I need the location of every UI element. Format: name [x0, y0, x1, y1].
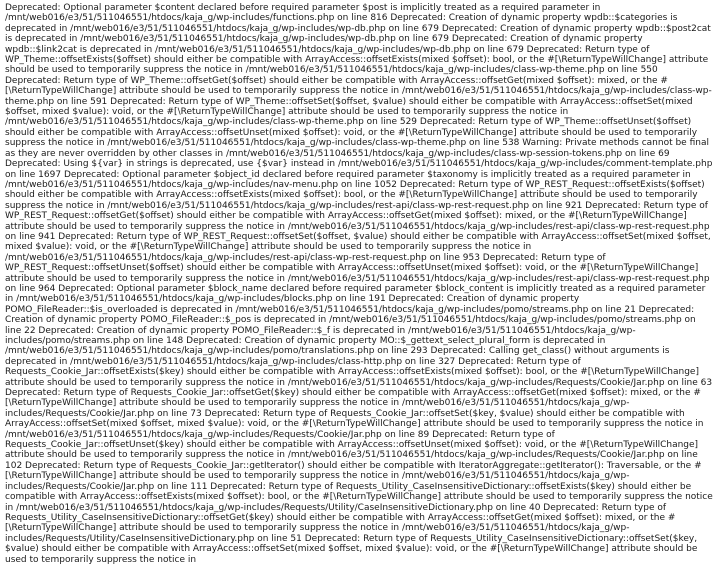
php-deprecation-notices: Deprecated: Optional parameter $content declared before required parameter $post is implicitly treated as a required parameter in /mnt/web016/e3/51/511046551/htdocs/kaja_g/wp-includes/functions.php on line 816 Deprecated: Creation of dynamic property wpdb::$categories is deprecated in /mnt/web016/e3/51/511046551/htdocs/kaja_g/wp-includes/wp-db.php on line 679 Deprecated: Creation of dynamic property wpdb::$post2cat is deprecated in /mnt/web016/e3/51/511046551/htdocs/kaja_g/wp-includes/wp-db.php on line 679 Deprecated: Creation of dynamic property wpdb::$link2cat is deprecated in /mnt/web016/e3/51/511046551/htdocs/kaja_g/wp-includes/wp-db.php on line 679 Deprecated: Return type of WP_Theme::offsetExists($offset) should either be compatible with ArrayAccess::offsetExists(mixed $offset): bool, or the #[\ReturnTypeWillChange] attribute should be used to temporarily suppress the notice in /mnt/web016/e3/51/511046551/htdocs/kaja_g/wp-includes/class-wp-theme.php on line 550 Deprecated: Return type of WP_Theme::offsetGet($offset) should either be compatible with ArrayAccess::offsetGet(mixed $offset): mixed, or the #[\ReturnTypeWillChange] attribute should be used to temporarily suppress the notice in /mnt/web016/e3/51/511046551/htdocs/kaja_g/wp-includes/class-wp-theme.php on line 591 Deprecated: Return type of WP_Theme::offsetSet($offset, $value) should either be compatible with ArrayAccess::offsetSet(mixed $offset, mixed $value): void, or the #[\ReturnTypeWillChange] attribute should be used to temporarily suppress the notice in /mnt/web016/e3/51/511046551/htdocs/kaja_g/wp-includes/class-wp-theme.php on line 529 Deprecated: Return type of WP_Theme::offsetUnset($offset) should either be compatible with ArrayAccess::offsetUnset(mixed $offset): void, or the #[\ReturnTypeWillChange] attribute should be used to temporarily suppress the notice in /mnt/web016/e3/51/511046551/htdocs/kaja_g/wp-includes/class-wp-theme.php on line 538 Warning: Private methods cannot be final as they are never overridden by other classes in /mnt/web016/e3/51/511046551/htdocs/kaja_g/wp-includes/class-wp-session-tokens.php on line 69 Deprecated: Using ${var} in strings is deprecated, use {$var} instead in /mnt/web016/e3/51/511046551/htdocs/kaja_g/wp-includes/comment-template.php on line 1697 Deprecated: Optional parameter $object_id declared before required parameter $taxonomy is implicitly treated as a required parameter in /mnt/web016/e3/51/511046551/htdocs/kaja_g/wp-includes/nav-menu.php on line 1052 Deprecated: Return type of WP_REST_Request::offsetExists($offset) should either be compatible with ArrayAccess::offsetExists(mixed $offset): bool, or the #[\ReturnTypeWillChange] attribute should be used to temporarily suppress the notice in /mnt/web016/e3/51/511046551/htdocs/kaja_g/wp-includes/rest-api/class-wp-rest-request.php on line 921 Deprecated: Return type of WP_REST_Request::offsetGet($offset) should either be compatible with ArrayAccess::offsetGet(mixed $offset): mixed, or the #[\ReturnTypeWillChange] attribute should be used to temporarily suppress the notice in /mnt/web016/e3/51/511046551/htdocs/kaja_g/wp-includes/rest-api/class-wp-rest-request.php on line 941 Deprecated: Return type of WP_REST_Request::offsetSet($offset, $value) should either be compatible with ArrayAccess::offsetSet(mixed $offset, mixed $value): void, or the #[\ReturnTypeWillChange] attribute should be used to temporarily suppress the notice in /mnt/web016/e3/51/511046551/htdocs/kaja_g/wp-includes/rest-api/class-wp-rest-request.php on line 953 Deprecated: Return type of WP_REST_Request::offsetUnset($offset) should either be compatible with ArrayAccess::offsetUnset(mixed $offset): void, or the #[\ReturnTypeWillChange] attribute should be used to temporarily suppress the notice in /mnt/web016/e3/51/511046551/htdocs/kaja_g/wp-includes/rest-api/class-wp-rest-request.php on line 964 Deprecated: Optional parameter $block_name declared before required parameter $block_content is implicitly treated as a required parameter in /mnt/web016/e3/51/511046551/htdocs/kaja_g/wp-includes/blocks.php on line 191 Deprecated: Creation of dynamic property POMO_FileReader::$is_overloaded is deprecated in /mnt/web016/e3/51/511046551/htdocs/kaja_g/wp-includes/pomo/streams.php on line 21 Deprecated: Creation of dynamic property POMO_FileReader::$_pos is deprecated in /mnt/web016/e3/51/511046551/htdocs/kaja_g/wp-includes/pomo/streams.php on line 22 Deprecated: Creation of dynamic property POMO_FileReader::$_f is deprecated in /mnt/web016/e3/51/511046551/htdocs/kaja_g/wp-includes/pomo/streams.php on line 148 Deprecated: Creation of dynamic property MO::$_gettext_select_plural_form is deprecated in /mnt/web016/e3/51/511046551/htdocs/kaja_g/wp-includes/pomo/translations.php on line 293 Deprecated: Calling get_class() without arguments is deprecated in /mnt/web016/e3/51/511046551/htdocs/kaja_g/wp-includes/class-http.php on line 327 Deprecated: Return type of Requests_Cookie_Jar::offsetExists($key) should either be compatible with ArrayAccess::offsetExists(mixed $offset): bool, or the #[\ReturnTypeWillChange] attribute should be used to temporarily suppress the notice in /mnt/web016/e3/51/511046551/htdocs/kaja_g/wp-includes/Requests/Cookie/Jar.php on line 63 Deprecated: Return type of Requests_Cookie_Jar::offsetGet($key) should either be compatible with ArrayAccess::offsetGet(mixed $offset): mixed, or the #[\ReturnTypeWillChange] attribute should be used to temporarily suppress the notice in /mnt/web016/e3/51/511046551/htdocs/kaja_g/wp-includes/Requests/Cookie/Jar.php on line 73 Deprecated: Return type of Requests_Cookie_Jar::offsetSet($key, $value) should either be compatible with ArrayAccess::offsetSet(mixed $offset, mixed $value): void, or the #[\ReturnTypeWillChange] attribute should be used to temporarily suppress the notice in /mnt/web016/e3/51/511046551/htdocs/kaja_g/wp-includes/Requests/Cookie/Jar.php on line 89 Deprecated: Return type of Requests_Cookie_Jar::offsetUnset($key) should either be compatible with ArrayAccess::offsetUnset(mixed $offset): void, or the #[\ReturnTypeWillChange] attribute should be used to temporarily suppress the notice in /mnt/web016/e3/51/511046551/htdocs/kaja_g/wp-includes/Requests/Cookie/Jar.php on line 102 Deprecated: Return type of Requests_Cookie_Jar::getIterator() should either be compatible with IteratorAggregate::getIterator(): Traversable, or the #[\ReturnTypeWillChange] attribute should be used to temporarily suppress the notice in /mnt/web016/e3/51/511046551/htdocs/kaja_g/wp-includes/Requests/Cookie/Jar.php on line 111 Deprecated: Return type of Requests_Utility_CaseInsensitiveDictionary::offsetExists($key) should either be compatible with ArrayAccess::offsetExists(mixed $offset): bool, or the #[\ReturnTypeWillChange] attribute should be used to temporarily suppress the notice in /mnt/web016/e3/51/511046551/htdocs/kaja_g/wp-includes/Requests/Utility/CaseInsensitiveDictionary.php on line 40 Deprecated: Return type of Requests_Utility_CaseInsensitiveDictionary::offsetGet($key) should either be compatible with ArrayAccess::offsetGet(mixed $offset): mixed, or the #[\ReturnTypeWillChange] attribute should be used to temporarily suppress the notice in /mnt/web016/e3/51/511046551/htdocs/kaja_g/wp-includes/Requests/Utility/CaseInsensitiveDictionary.php on line 51 Deprecated: Return type of Requests_Utility_CaseInsensitiveDictionary::offsetSet($key, $value) should either be compatible with ArrayAccess::offsetSet(mixed $offset, mixed $value): void, or the #[\ReturnTypeWillChange] attribute should be used to temporarily suppress the notice in: [5, 3, 713, 565]
